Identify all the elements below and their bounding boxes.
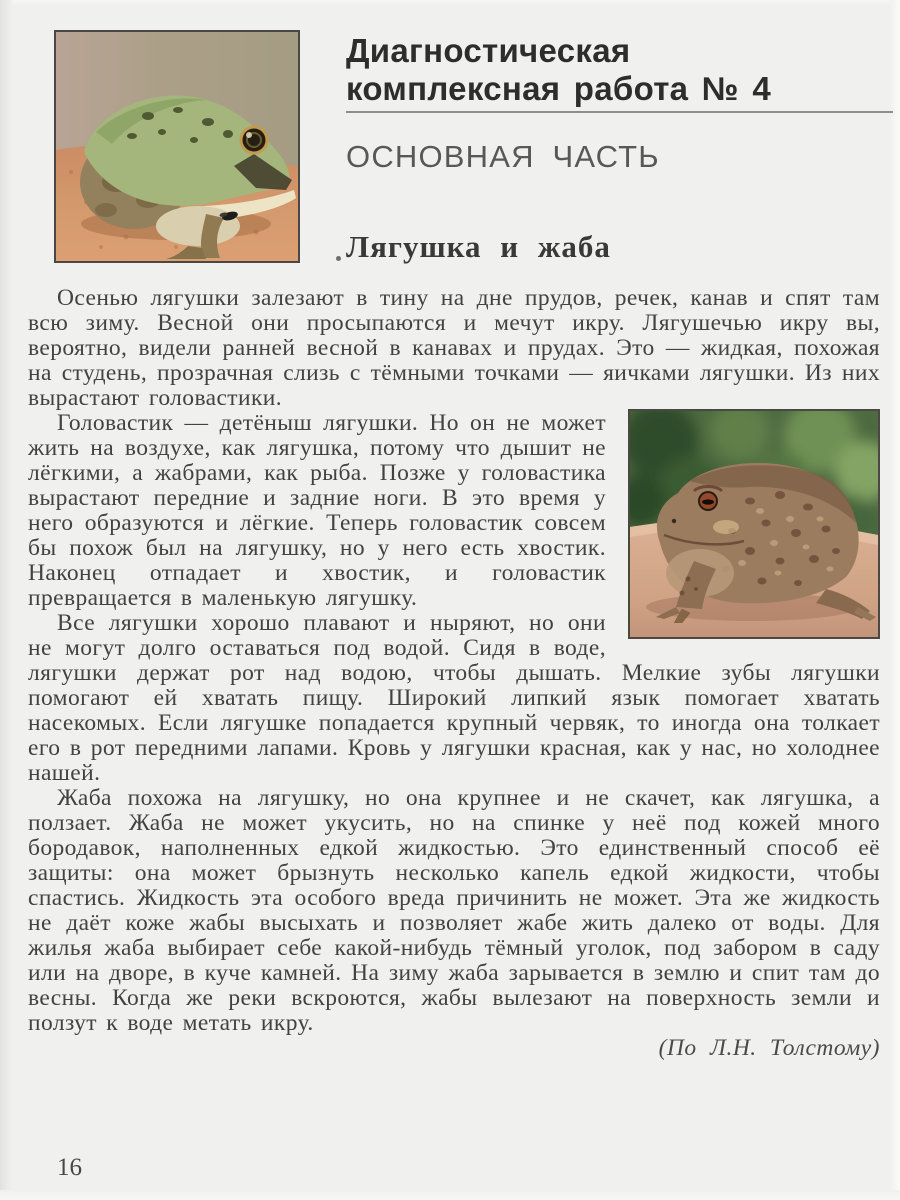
paragraph-1: Осенью лягушки залезают в тину на дне прудов, речек, канав и спят там всю зиму. Весной они просыпаются и мечут икру. Лягушечью икру вы, вероятно, видели ранней весной в канавах и прудах. Это — жидкая, похожая на студень, прозрачная слизь с тёмными точками — яичками лягушки. Из них вырастают головастики.: [28, 285, 880, 411]
scan-speck: [336, 256, 341, 261]
document-title-line-2: комплексная работа № 4: [346, 70, 771, 107]
attribution: (По Л.Н. Толстому): [658, 1035, 880, 1061]
frog-photo: [54, 30, 300, 263]
scan-edge-left: [0, 0, 12, 1200]
scan-edge-right: [890, 0, 900, 1200]
document-title: [346, 32, 894, 108]
toad-photo: [628, 409, 880, 639]
article-body: [28, 286, 880, 1061]
scan-edge-top: [0, 0, 900, 6]
scan-edge-bottom: [0, 1190, 900, 1200]
page-number: 16: [57, 1154, 82, 1181]
toad-photo-image: [630, 411, 878, 637]
frog-photo-image: [56, 32, 298, 261]
header-divider: [346, 111, 893, 113]
paragraph-3: Все лягушки хорошо плавают и ныряют, но они не могут долго оставаться под водой. Сидя в воде, лягушки держат рот над водою, чтобы дышать. Мелкие зубы лягушки помогают ей хватать пищу. Широкий липкий язык помогает хватать насекомых. Если лягушке попадается крупный червяк, то иногда она толкает его в рот передними лапами. Кровь у лягушки красная, как у нас, но холоднее нашей.: [28, 610, 880, 786]
header-block: [346, 32, 894, 108]
document-title-line-1: Диагностическая: [346, 32, 631, 69]
paragraph-2: Головастик — детёныш лягушки. Но он не может жить на воздухе, как лягушка, потому что дышит не лёгкими, а жабрами, как рыба. Позже у головастика вырастают передние и задние ноги. В это время у него образуются и лёгкие. Теперь головастик совсем бы похож был на лягушку, но у него есть хвостик. Наконец отпадает и хвостик, и головастик превращается в маленькую лягушку.: [28, 410, 606, 611]
section-heading: ОСНОВНАЯ ЧАСТЬ: [346, 139, 660, 174]
article-title: Лягушка и жаба: [346, 229, 611, 264]
paragraph-4: Жаба похожа на лягушку, но она крупнее и не скачет, как лягушка, а ползает. Жаба не может укусить, но на спинке у неё под кожей много бородавок, наполненных едкой жидкостью. Это единственный способ её защиты: она может брызнуть несколько капель едкой жидкости, чтобы спастись. Жидкость эта особого вреда причинить не может. Эта же жидкость не даёт коже жабы высыхать и позволяет жабе жить далеко от воды. Для жилья жаба выбирает себе какой-нибудь тёмный уголок, под забором в саду или на дворе, в куче камней. На зиму жаба зарывается в землю и спит там до весны. Когда же реки вскроются, жабы вылезают на поверхность земли и ползут к воде метать икру.: [28, 785, 880, 1036]
